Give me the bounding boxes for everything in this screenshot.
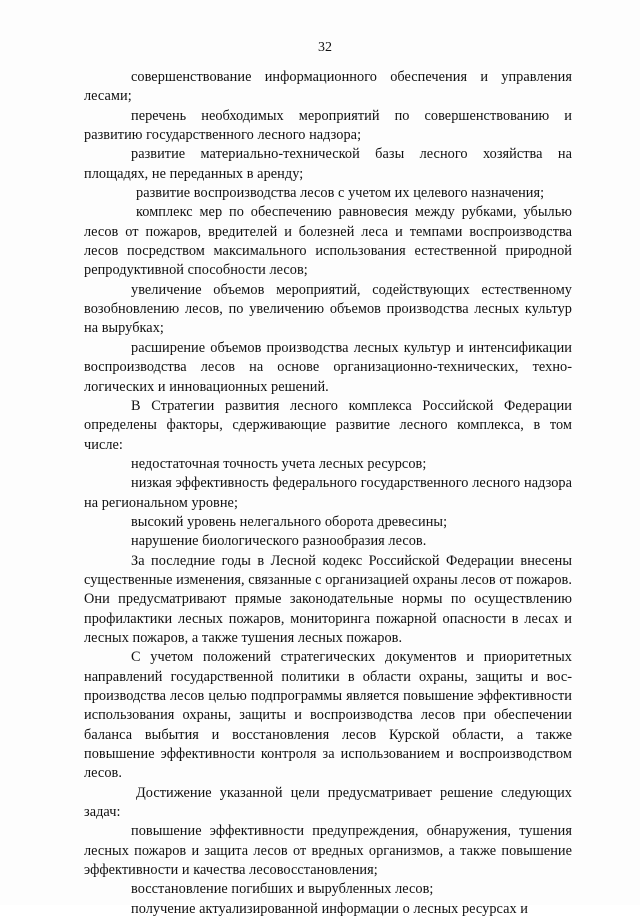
paragraph: развитие материально-технической базы лесного хозяйства на площадях, не переданных в аренду; bbox=[84, 146, 572, 182]
paragraph: высокий уровень нелегального оборота древесины; bbox=[131, 513, 448, 530]
paragraph: низкая эффективность федерального государственного лесного надзора на региональном уровне; bbox=[84, 475, 572, 511]
paragraph: расширение объемов производства лесных культур и интенсификации воспроизводства лесов на основе организационно-технических, технологических и инновационных решений. bbox=[84, 339, 572, 395]
paragraph: перечень необходимых мероприятий по совершенствованию и развитию государственного лесного надзора; bbox=[84, 107, 572, 144]
paragraph: получение актуализированной информации о лесных ресурсах и bbox=[131, 900, 529, 917]
paragraph: увеличение объемов мероприятий, содействующих естественному возобновлению лесов, по увеличению объемов производства лесных культур на вырубках; bbox=[84, 281, 572, 337]
paragraph: За последние годы в Лесной кодекс Российской Федерации внесены существенные изменения, связанные с организацией охраны лесов от пожаров. Они предусматривают прямые законодательные нормы по осуществлению профилактики лесных пожаров, мониторинга пожарной опасности в лесах и лесных пожаров, а также тушения лесных пожаров. bbox=[84, 552, 572, 646]
paragraph: комплекс мер по обеспечению равновесия между рубками, убылью лесов от пожаров, вредителей и болезней леса и темпами воспроизводства лесов посредством максимального использования естественной природной репродуктивной способности лесов; bbox=[84, 204, 572, 279]
paragraph: повышение эффективности предупреждения, обнаружения, тушения лесных пожаров и защита лесов от вредных организмов, а также повышение эффективности и качества лесовосстановления; bbox=[84, 823, 572, 879]
paragraph: В Стратегии развития лесного комплекса Российской Федерации определены факторы, сдерживающие развитие лесного комплекса, в том числе: bbox=[84, 397, 572, 453]
paragraph: развитие воспроизводства лесов с учетом их целевого назначения; bbox=[136, 185, 545, 202]
paragraph: совершенствование информационного обеспечения и управления лесами; bbox=[84, 69, 572, 105]
body-text bbox=[84, 68, 572, 919]
paragraph: нарушение биологического разнообразия лесов. bbox=[131, 533, 427, 550]
paragraph: Достижение указанной цели предусматривает решение следующих задач: bbox=[84, 784, 572, 821]
page-number: 32 bbox=[318, 40, 332, 55]
paragraph: недостаточная точность учета лесных ресурсов; bbox=[131, 455, 427, 472]
paragraph: С учетом положений стратегических документов и приоритетных направлений государственной политики в области охраны, защиты и воспроизводства лесов целью подпрограммы является повышение эффективности использования охраны, защиты и воспроизводства лесов при обеспечении баланса выбытия и восстановления лесов Курской области, а также повышение эффективности контроля за использованием и воспроизводством лесов. bbox=[84, 649, 572, 782]
paragraph: восстановление погибших и вырубленных лесов; bbox=[131, 881, 434, 898]
